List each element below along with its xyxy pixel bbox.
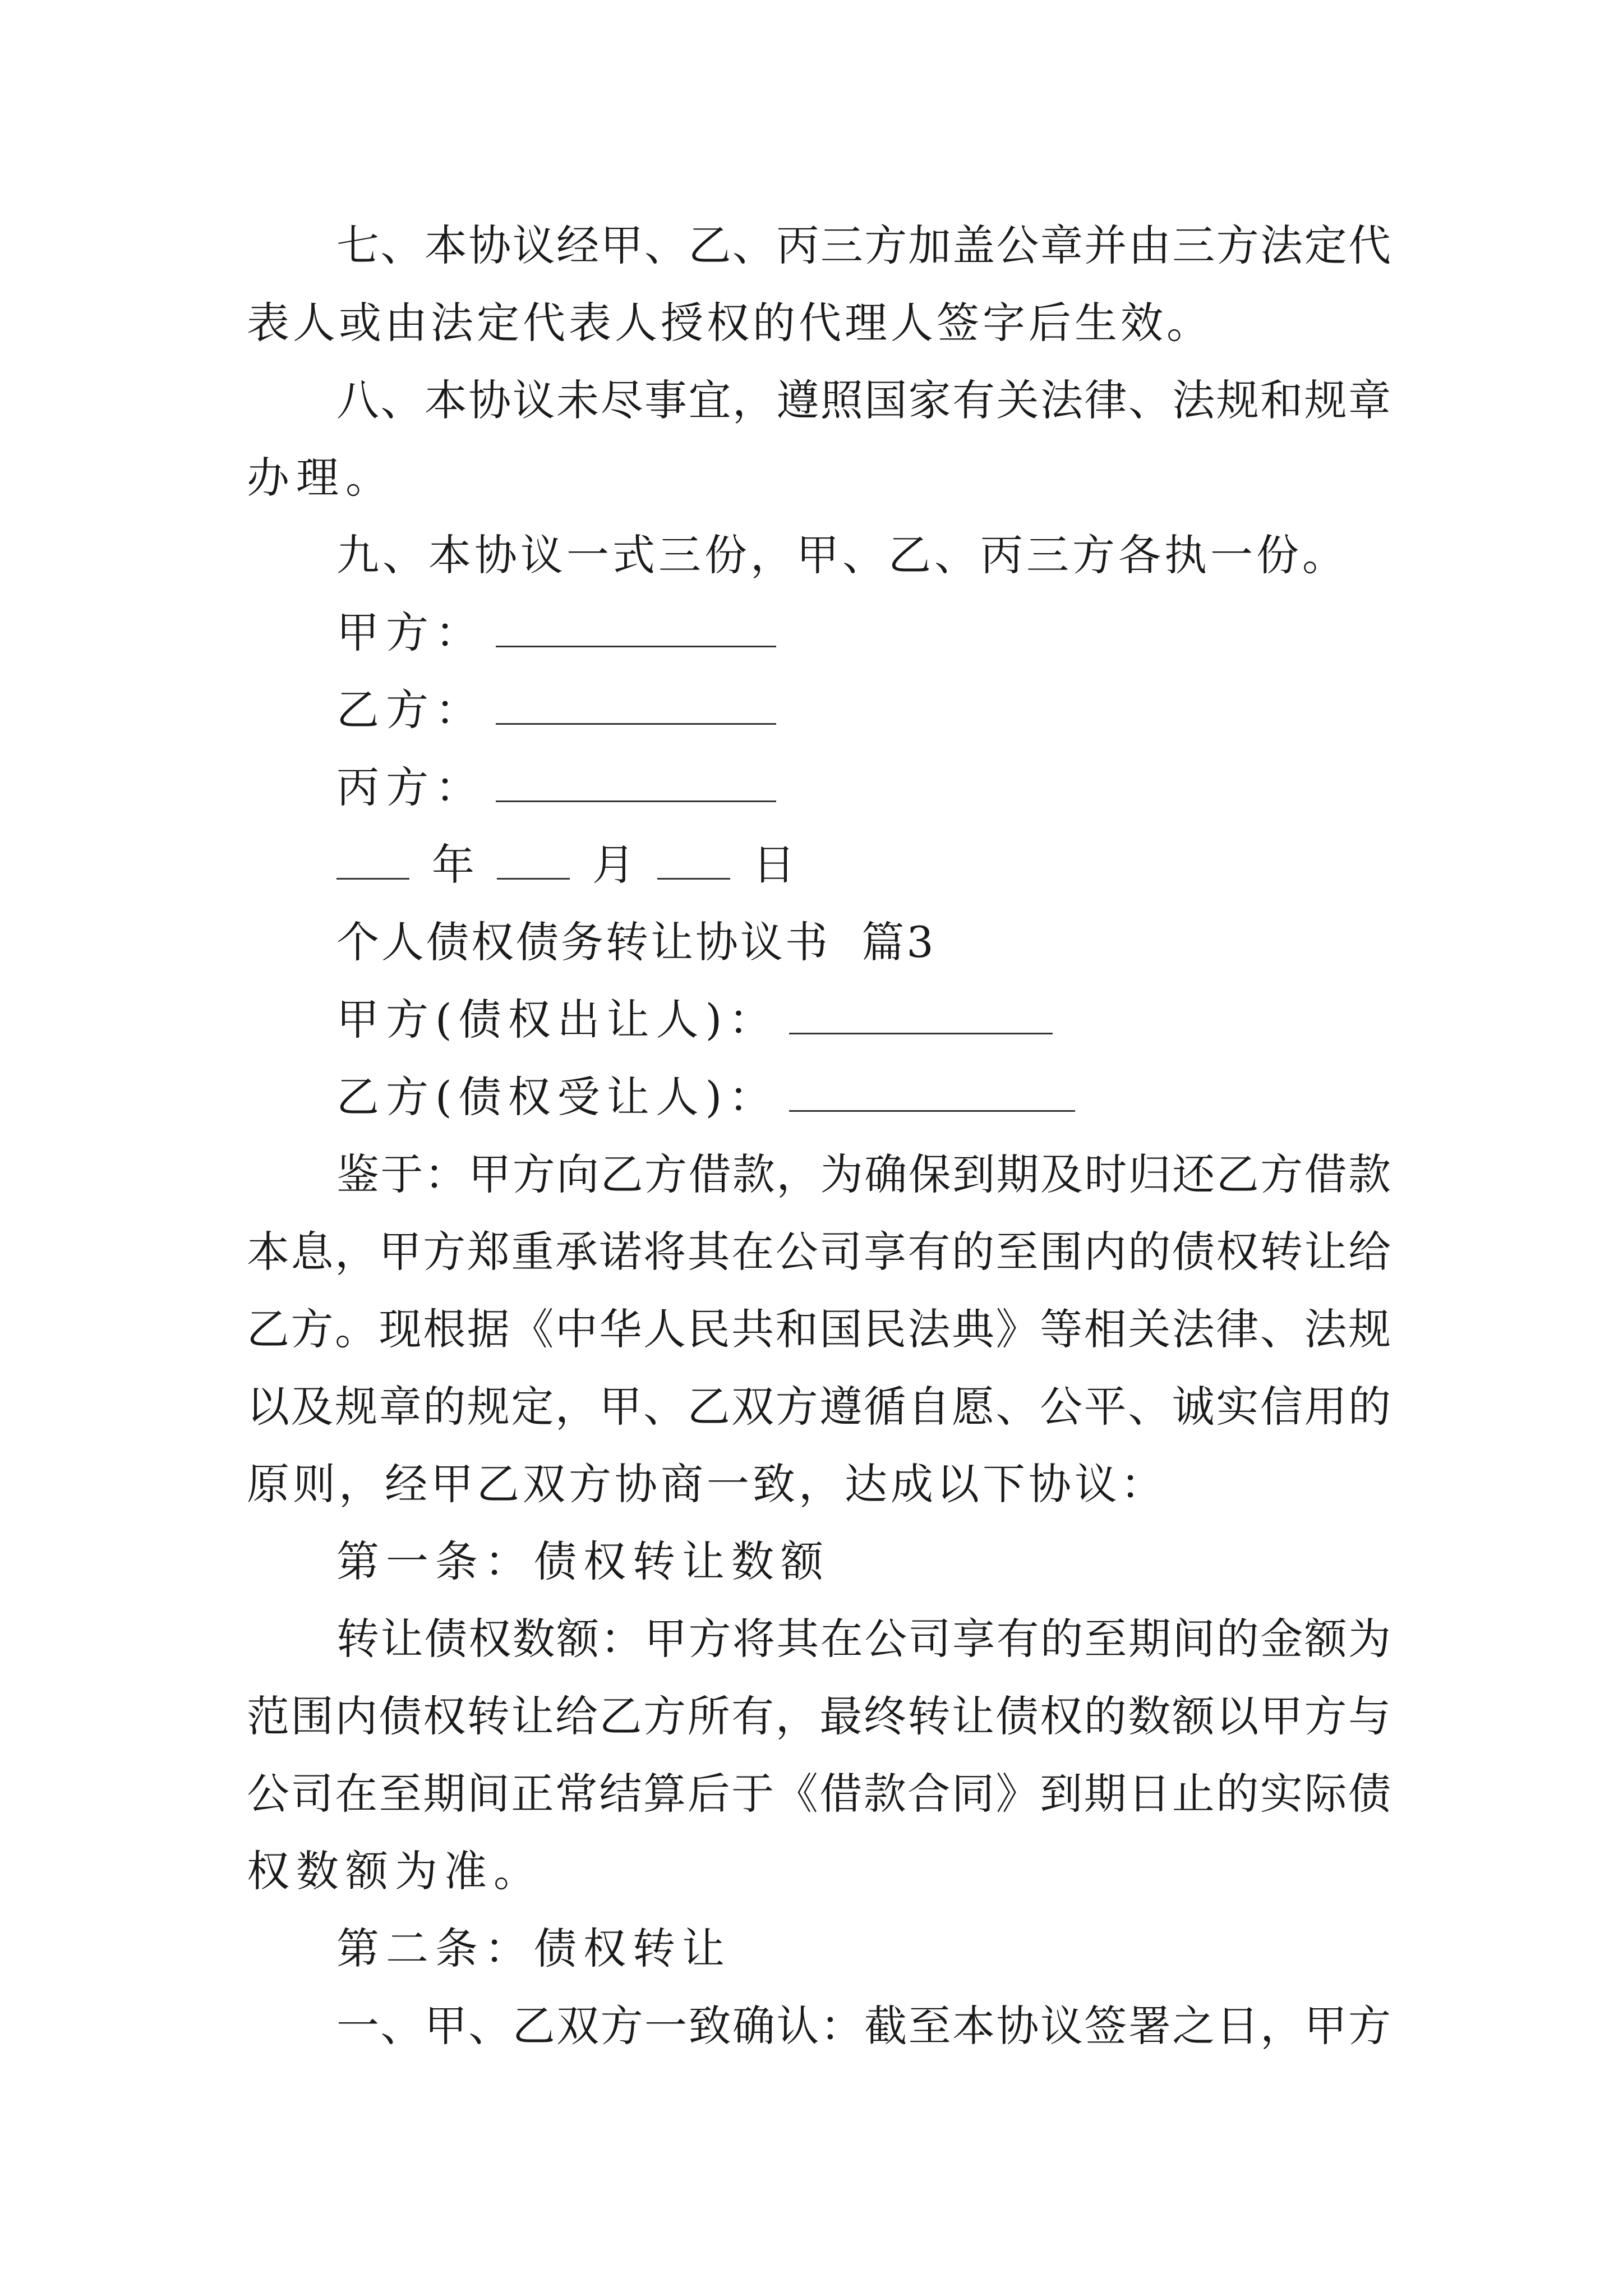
- signature-party-b: [336, 671, 1391, 749]
- party-assignor-blank: [789, 989, 1053, 1034]
- date-line: [336, 826, 1391, 904]
- signature-party-a: [336, 593, 1391, 672]
- signature-party-a-blank: [496, 602, 776, 647]
- day-label: 日: [753, 840, 795, 890]
- article-1-line-4: 权数额为准。: [247, 1846, 543, 1896]
- day-blank: [657, 834, 730, 880]
- clause-8-line-1: 八、本协议未尽事宜，遵照国家有关法律、法规和规章: [336, 375, 1391, 425]
- article-1-heading: 第一条：债权转让数额: [336, 1536, 830, 1586]
- whereas-line-5: 原则，经甲乙双方协商一致，达成以下协议：: [247, 1459, 1166, 1509]
- party-assignee-label: 乙方(债权受让人)：: [336, 1072, 778, 1122]
- signature-party-a-label: 甲方：: [336, 608, 485, 657]
- party-assignor: [336, 981, 1391, 1059]
- year-blank: [336, 834, 409, 880]
- month-blank: [497, 834, 570, 880]
- party-assignor-label: 甲方(债权出让人)：: [336, 995, 778, 1045]
- signature-party-c-label: 丙方：: [336, 762, 485, 812]
- party-assignee-blank: [789, 1066, 1075, 1112]
- article-2-heading: 第二条：债权转让: [336, 1924, 731, 1973]
- party-assignee: [336, 1058, 1391, 1137]
- section-title: 个人债权债务转让协议书 篇3: [336, 917, 936, 967]
- clause-7-line-2: 表人或由法定代表人授权的代理人签字后生效。: [247, 298, 1212, 348]
- clause-8-line-2: 办理。: [247, 453, 395, 503]
- signature-party-b-label: 乙方：: [336, 685, 485, 735]
- article-1-line-2: 范围内债权转让给乙方所有，最终转让债权的数额以甲方与: [247, 1691, 1391, 1741]
- article-2-line-1: 一、甲、乙双方一致确认：截至本协议签署之日，甲方: [336, 2001, 1391, 2051]
- signature-party-c-blank: [496, 757, 776, 802]
- whereas-line-4: 以及规章的规定，甲、乙双方遵循自愿、公平、诚实信用的: [247, 1382, 1391, 1432]
- whereas-line-3: 乙方。现根据《中华人民共和国民法典》等相关法律、法规: [247, 1304, 1391, 1354]
- whereas-line-2: 本息，甲方郑重承诺将其在公司享有的至围内的债权转让给: [247, 1227, 1391, 1277]
- year-label: 年: [432, 840, 474, 890]
- month-label: 月: [592, 840, 635, 890]
- clause-9: 九、本协议一式三份，甲、乙、丙三方各执一份。: [336, 530, 1348, 580]
- article-1-line-1: 转让债权数额：甲方将其在公司享有的至期间的金额为: [336, 1614, 1391, 1664]
- article-1-line-3: 公司在至期间正常结算后于《借款合同》到期日止的实际债: [247, 1769, 1391, 1819]
- signature-party-c: [336, 748, 1391, 827]
- clause-7-line-1: 七、本协议经甲、乙、丙三方加盖公章并由三方法定代: [336, 220, 1391, 270]
- signature-party-b-blank: [496, 679, 776, 725]
- whereas-line-1: 鉴于：甲方向乙方借款，为确保到期及时归还乙方借款: [336, 1149, 1391, 1199]
